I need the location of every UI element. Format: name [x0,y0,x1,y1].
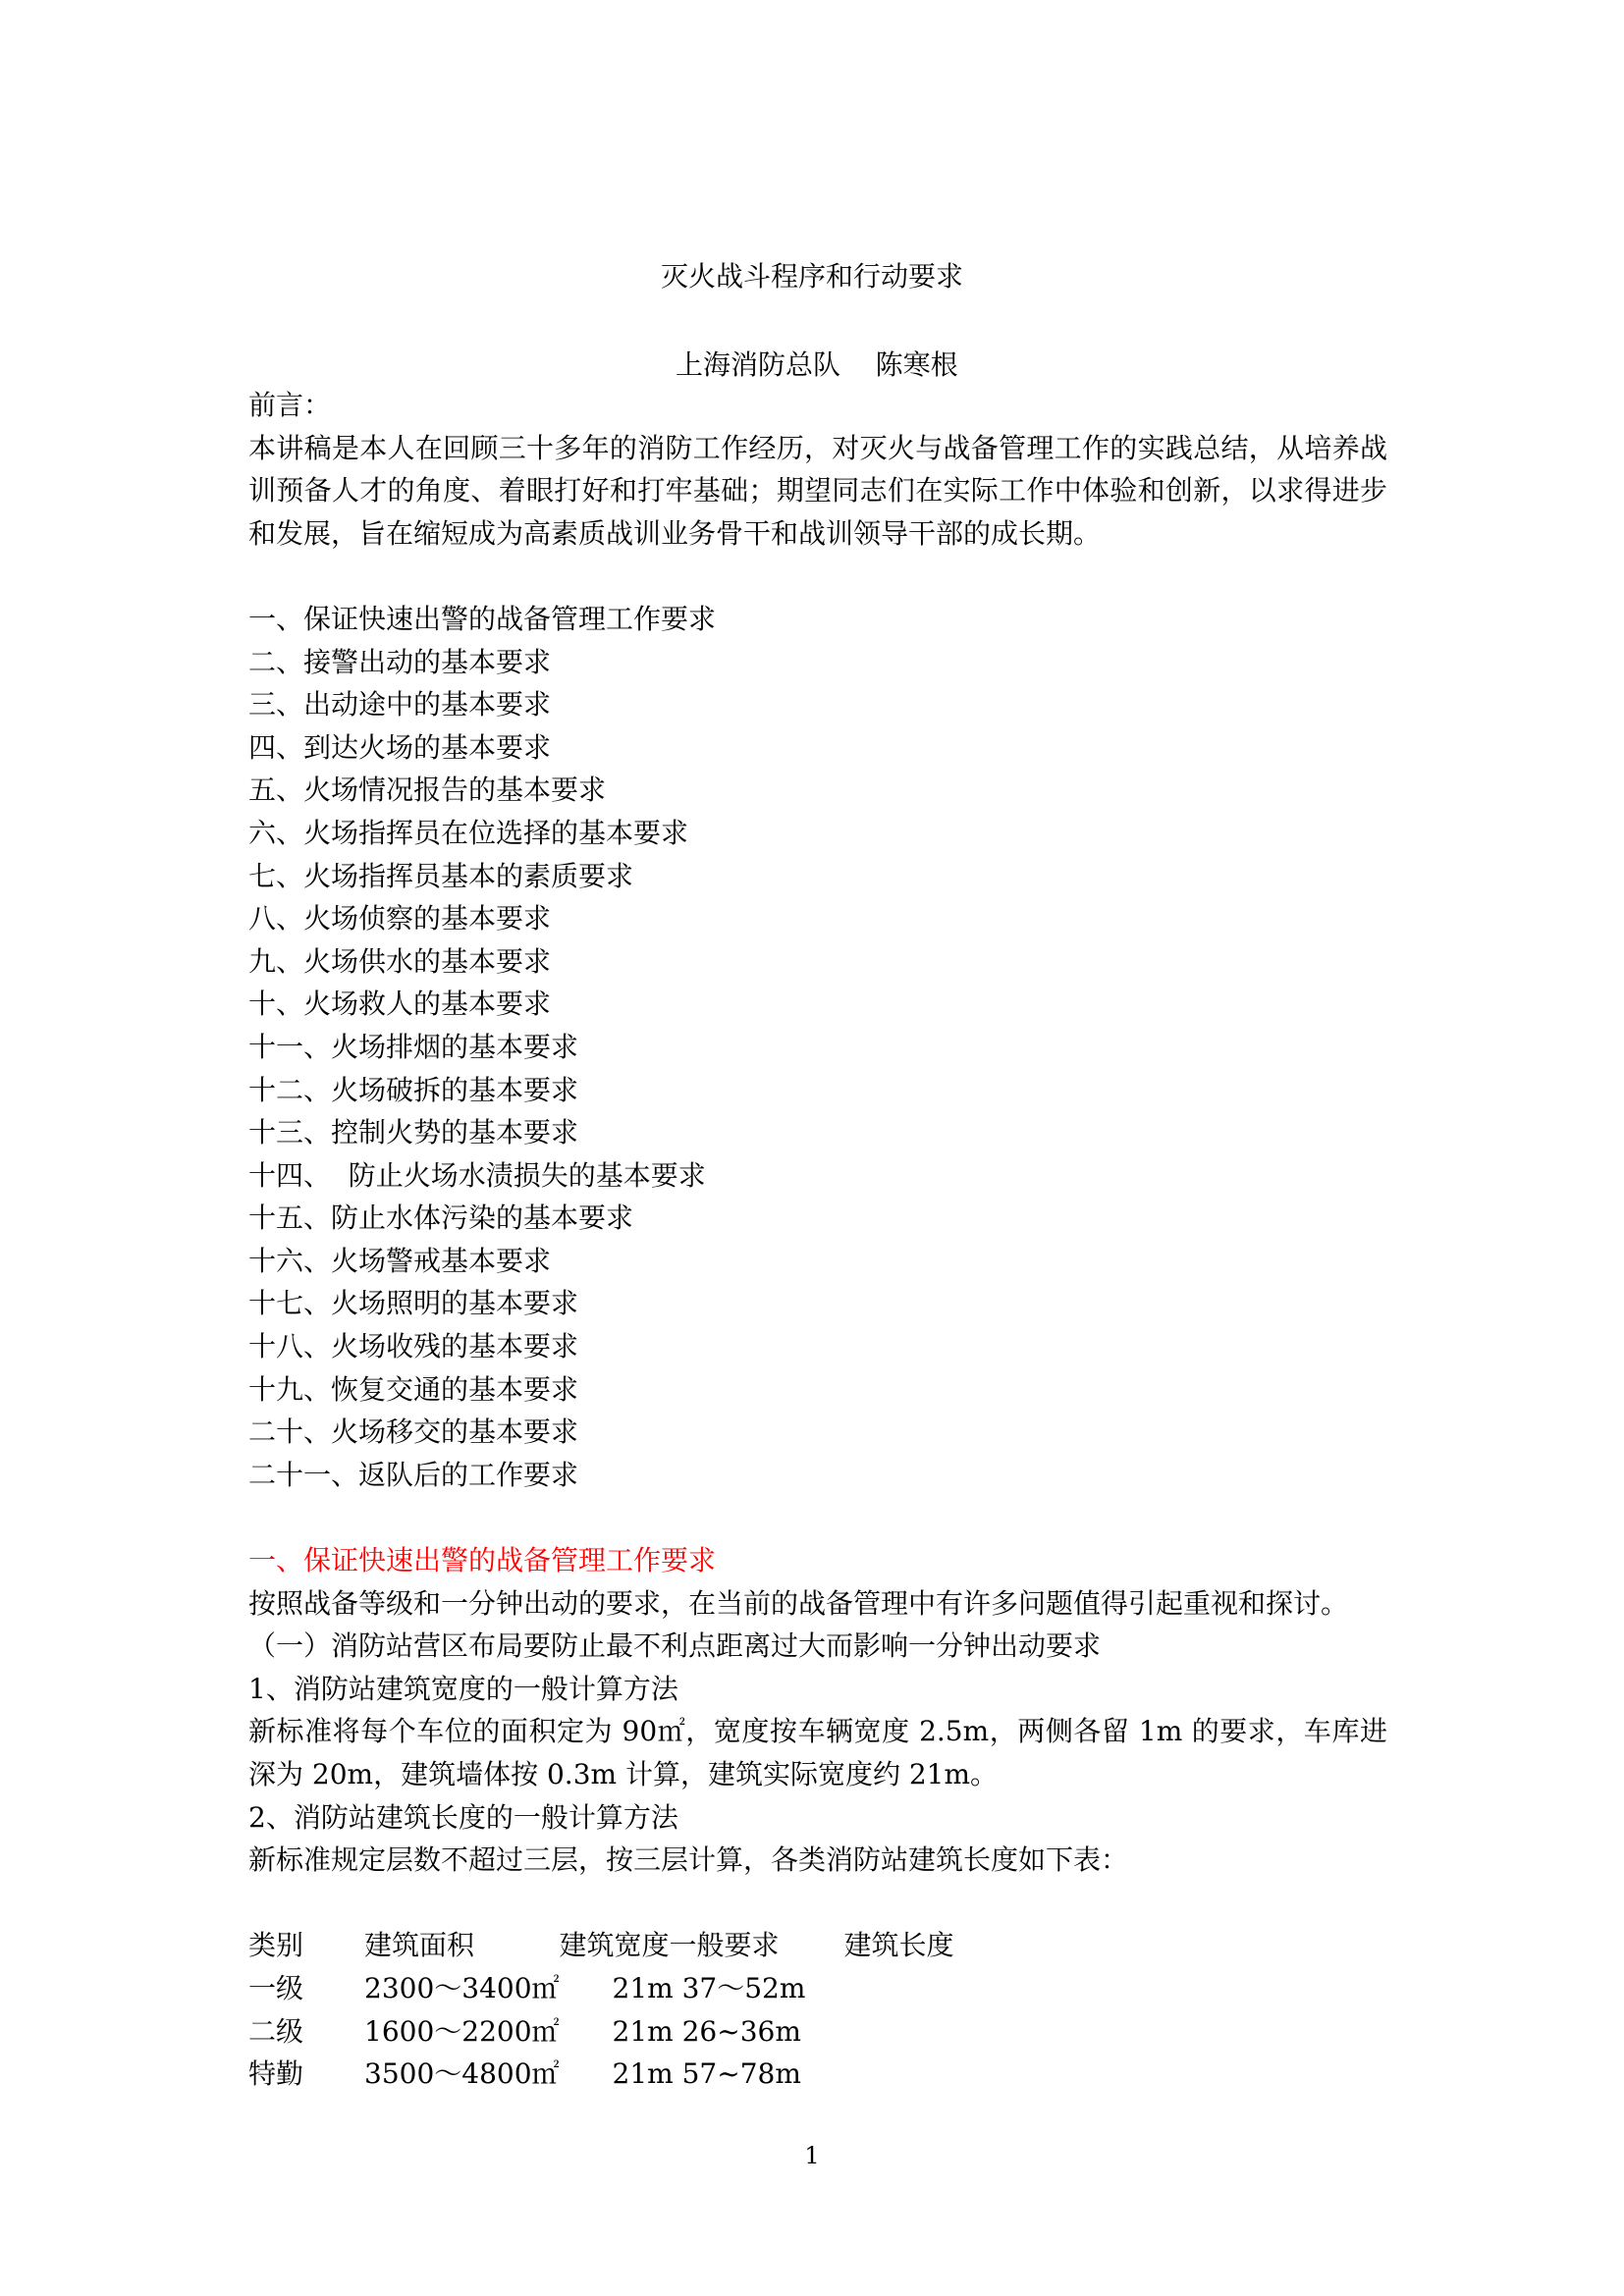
spacer [248,1882,1387,1925]
section-intro: 按照战备等级和一分钟出动的要求，在当前的战备管理中有许多问题值得引起重视和探讨。 [248,1586,1349,1620]
document-author: 上海消防总队 陈寒根 [676,348,958,381]
toc-item: 五、火场情况报告的基本要求 [248,774,607,807]
subsection-heading: （一）消防站营区布局要防止最不利点距离过大而影响一分钟出动要求 [248,1629,1102,1663]
table-cell: 二级 [248,2014,304,2048]
table-cell: 一级 [248,1971,304,2004]
table-row [248,2010,1041,2054]
toc-item: 十七、火场照明的基本要求 [248,1287,579,1320]
station-size-table [248,1924,1041,2095]
table-row [248,2053,1041,2096]
document-body [248,384,1387,2096]
table-header-row [248,1924,1041,1967]
item-text: 新标准将每个车位的面积定为 90㎡，宽度按车辆宽度 2.5m，两侧各留 1m 的要求，车库进深为 20m，建筑墙体按 0.3m 计算，建筑实际宽度约 21m。 [248,1715,1387,1790]
item-title: 1、消防站建筑宽度的一般计算方法 [248,1672,678,1705]
section-heading: 一、保证快速出警的战备管理工作要求 [248,1544,717,1577]
toc-item: 二十一、返队后的工作要求 [248,1458,579,1491]
toc-item: 九、火场供水的基本要求 [248,944,552,978]
table-header: 建筑宽度一般要求 [559,1929,780,1962]
item-text: 新标准规定层数不超过三层，按三层计算，各类消防站建筑长度如下表： [248,1843,1129,1877]
table-cell [560,1967,1041,2010]
item-title: 2、消防站建筑长度的一般计算方法 [248,1800,678,1834]
toc-item: 十四、 防止火场水渍损失的基本要求 [248,1158,706,1192]
preface-label: 前言： [248,389,332,421]
table-header: 建筑面积 [364,1929,475,1962]
toc-item: 十二、火场破拆的基本要求 [248,1073,579,1106]
toc-item: 一、保证快速出警的战备管理工作要求 [248,602,717,635]
toc-item: 七、火场指挥员基本的素质要求 [248,859,634,892]
toc-item: 八、火场侦察的基本要求 [248,902,552,935]
table-header: 建筑长度 [843,1929,954,1962]
page-number: 1 [804,2142,820,2169]
spacer [248,1496,1387,1539]
table-cell-value: 21m 26~36m [612,2014,801,2048]
table-row [248,1967,1041,2010]
table-cell-value: 21m 57~78m [612,2057,801,2091]
table-cell-value: 21m 37～52m [612,1971,806,2004]
table-cell: 3500～4800㎡ [364,2057,560,2091]
table-cell: 1600～2200㎡ [364,2014,560,2048]
toc-item: 三、出动途中的基本要求 [248,688,552,721]
toc-item: 四、到达火场的基本要求 [248,730,552,764]
toc-item: 十、火场救人的基本要求 [248,988,552,1021]
toc-item: 十六、火场警戒基本要求 [248,1244,552,1277]
table-cell [560,2010,1041,2054]
spacer [248,555,1387,598]
table-cell: 2300～3400㎡ [364,1971,560,2004]
toc-item: 十一、火场排烟的基本要求 [248,1030,579,1063]
toc-item: 十八、火场收残的基本要求 [248,1330,579,1363]
toc-item: 十五、防止水体污染的基本要求 [248,1201,634,1235]
toc-item: 二、接警出动的基本要求 [248,645,552,678]
toc-item: 二十、火场移交的基本要求 [248,1415,579,1449]
toc-item: 六、火场指挥员在位选择的基本要求 [248,816,689,849]
toc-item: 十三、控制火势的基本要求 [248,1116,579,1149]
preface-text: 本讲稿是本人在回顾三十多年的消防工作经历，对灭火与战备管理工作的实践总结，从培养战训预备人才的角度、着眼打好和打牢基础；期望同志们在实际工作中体验和创新，以求得进步和发展，旨在缩短成为高素质战训业务骨干和战训领导干部的成长期。 [248,431,1387,550]
table-cell: 特勤 [248,2057,304,2091]
toc-item: 十九、恢复交通的基本要求 [248,1372,579,1406]
table-cell [560,2053,1041,2096]
document-title: 灭火战斗程序和行动要求 [660,260,963,293]
table-of-contents [248,598,1387,1496]
table-header: 类别 [248,1929,304,1962]
